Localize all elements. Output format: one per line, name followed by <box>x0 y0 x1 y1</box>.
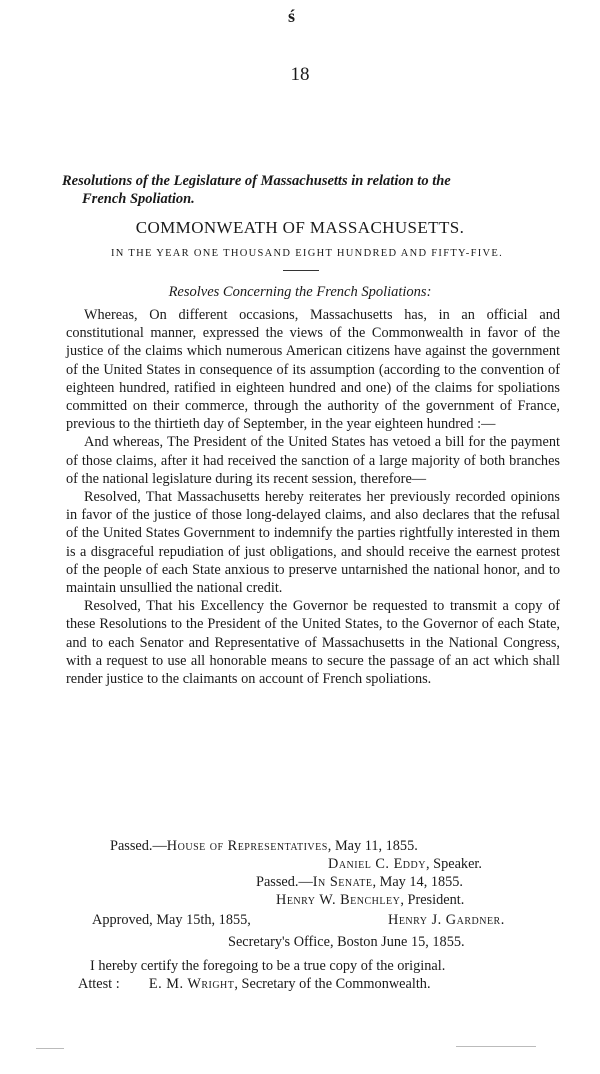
paragraph-and-whereas: And whereas, The President of the United States has vetoed a bill for the payment of those claims, after it had received the sanction of a large majority of both branches of the national legislature during its recent session, therefore— <box>66 434 560 487</box>
house-date: , May 11, 1855. <box>327 838 418 854</box>
top-mark: ś <box>288 6 296 26</box>
document-title <box>62 172 562 208</box>
title-line-2: French Spoliation. <box>82 191 195 207</box>
senate-passed: Passed.— <box>256 874 313 890</box>
title-line-1: Resolutions of the Legislature of Massachusetts in relation to the <box>62 173 451 189</box>
attest-title: , Secretary of the Commonwealth. <box>234 976 431 992</box>
year-line: IN THE YEAR ONE THOUSAND EIGHT HUNDRED AND FIFTY-FIVE. <box>110 248 504 259</box>
scan-artifact <box>456 1046 536 1047</box>
president-title: , President. <box>400 892 465 908</box>
house-label: House of Representatives <box>166 838 328 854</box>
page-number: 18 <box>290 64 310 85</box>
certify-line: I hereby certify the foregoing to be a true copy of the original. <box>90 958 446 974</box>
senate-date: , May 14, 1855. <box>372 874 464 890</box>
secretary-office-line: Secretary's Office, Boston June 15, 1855. <box>228 934 465 950</box>
divider-rule <box>283 270 319 271</box>
resolves-heading: Resolves Concerning the French Spoliations: <box>168 284 432 300</box>
senate-label: In Senate <box>312 874 373 890</box>
approved-line: Approved, May 15th, 1855, <box>92 912 251 928</box>
speaker-title: , Speaker. <box>425 856 482 872</box>
commonwealth-heading: COMMONWEATH OF MASSACHUSETTS. <box>135 218 465 237</box>
resolutions-body <box>66 306 560 688</box>
paragraph-resolved-1: Resolved, That Massachusetts hereby reiterates her previously recorded opinions in favor of the justice of those long-delayed claims, and also declares that the refusal of the United States Government to indemnify the parties rightfully interested in them is a disgraceful repudiation of just obligations, and should receive the earnest protest of the people of each State anxious to preserve untarnished the national honor, and to maintain unsullied the national credit. <box>66 489 560 597</box>
speaker-line <box>328 856 482 873</box>
attest-line <box>78 976 431 993</box>
speaker-name: Daniel C. Eddy <box>328 856 426 872</box>
house-passed: Passed.— <box>110 838 167 854</box>
president-name: Henry W. Benchley <box>276 892 401 908</box>
attest-label: Attest : <box>78 976 120 992</box>
paragraph-resolved-2: Resolved, That his Excellency the Governor be requested to transmit a copy of these Resolutions to the President of the United States, to the Governor of each State, and to each Senator and Representative of Massachusetts in the National Congress, with a request to use all honorable means to secure the passage of an act which shall render justice to the claimants on account of French spoliations. <box>66 598 560 688</box>
house-passed-line <box>110 838 418 855</box>
senate-passed-line <box>256 874 463 891</box>
scan-artifact <box>36 1048 64 1049</box>
president-line <box>276 892 464 909</box>
governor-name: Henry J. Gardner. <box>388 912 505 928</box>
paragraph-whereas: Whereas, On different occasions, Massachusetts has, in an official and constitutional manner, expressed the views of the Commonwealth in favor of the justice of the claims which numerous American citizens have against the government of the United States in consequence of its assumption (according to the convention of eighteen hundred, ratified in eighteen hundred and one) of the claims for spoliations committed on their commerce, through the authority of the government of France, previous to the thirtieth day of September, in the year eighteen hundred :— <box>66 307 560 433</box>
attest-name: E. M. Wright <box>148 976 235 992</box>
